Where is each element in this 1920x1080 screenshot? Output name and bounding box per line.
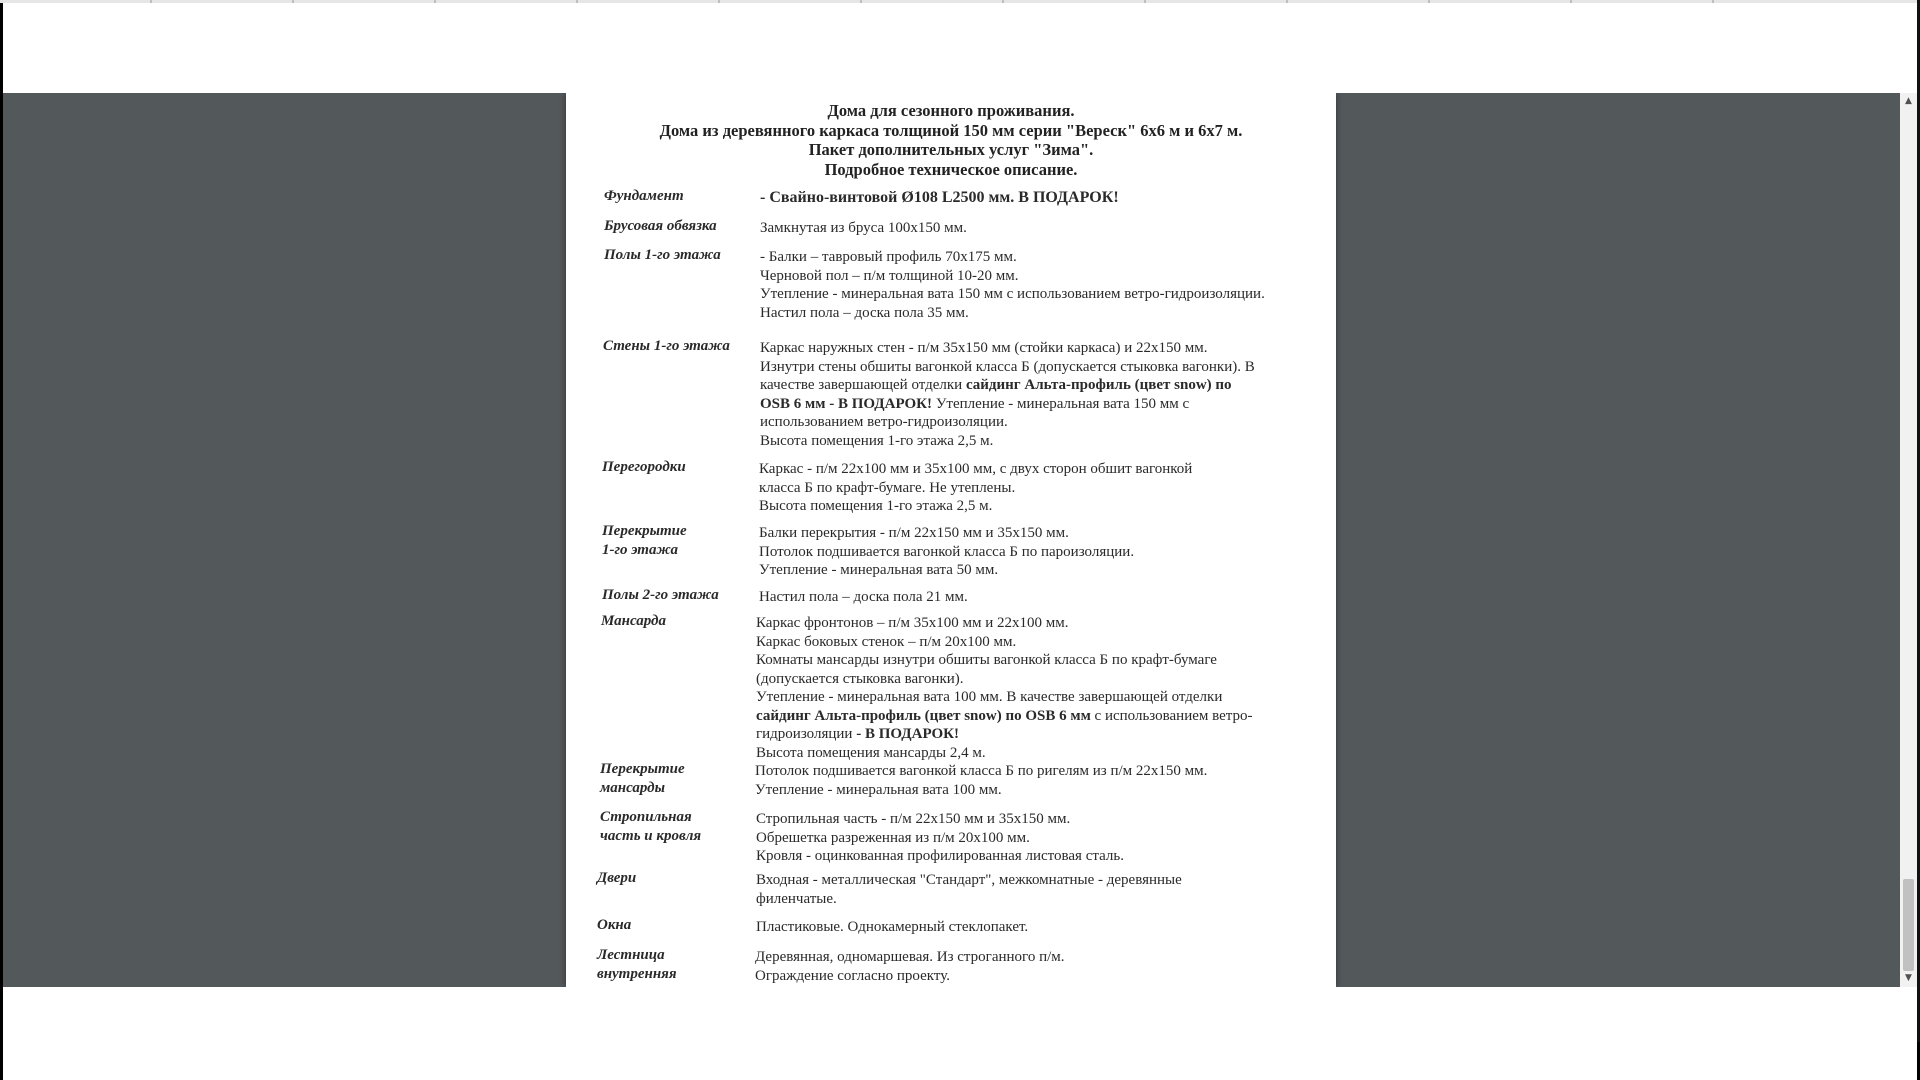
spec-label: Лестница внутренняя: [597, 947, 677, 982]
spec-label: Полы 2-го этажа: [602, 587, 719, 603]
spec-label: Стены 1-го этажа: [603, 338, 730, 354]
spec-value: Каркас наружных стен - п/м 35х150 мм (стойки каркаса) и 22х150 мм. Изнутри стены обшиты вагонкой класса Б (допускается стыковка вагонки). В качестве завершающей отделки сайдинг Альта-профиль (цвет snow) по OSB 6 мм - В ПОДАРОК! Утепление - минеральная вата 150 мм с использованием ветро-гидроизоляции. Высота помещения 1-го этажа 2,5 м.: [760, 340, 1255, 449]
spec-value: Пластиковые. Однокамерный стеклопакет.: [756, 919, 1029, 935]
bottom-bar: [3, 987, 1917, 1042]
spec-label: Полы 1-го этажа: [604, 247, 721, 263]
spec-value: Потолок подшивается вагонкой класса Б по ригелям из п/м 22х150 мм. Утепление - минеральная вата 100 мм.: [755, 763, 1208, 798]
spec-value: Балки перекрытия - п/м 22х150 мм и 35х150 мм. Потолок подшивается вагонкой класса Б по пароизоляции. Утепление - минеральная вата 50 мм.: [759, 525, 1135, 578]
document-page: [566, 93, 1336, 987]
spec-label: Окна: [597, 917, 632, 933]
scroll-thumb[interactable]: [1903, 879, 1914, 971]
spec-value: Деревянная, одномаршевая. Из строганного п/м. Ограждение согласно проекту.: [755, 949, 1065, 984]
spec-value: Входная - металлическая "Стандарт", межкомнатные - деревянные филенчатые.: [756, 872, 1182, 907]
taskbar-area: [0, 1042, 1920, 1080]
spec-value: Каркас - п/м 22х100 мм и 35х100 мм, с двух сторон обшит вагонкой класса Б по крафт-бумаге. Не утеплены. Высота помещения 1-го этажа 2,5 м.: [759, 461, 1193, 514]
spec-value: Стропильная часть - п/м 22х150 мм и 35х150 мм. Обрешетка разреженная из п/м 20х100 мм. Кровля - оцинкованная профилированная листовая сталь.: [756, 811, 1124, 864]
spec-label: Стропильная часть и кровля: [600, 809, 702, 844]
heading-line: Дома из деревянного каркаса толщиной 150 мм серии "Вереск" 6х6 м и 6х7 м.: [659, 120, 1243, 140]
vertical-scrollbar[interactable]: [1900, 93, 1917, 987]
heading-line: Дома для сезонного проживания.: [827, 101, 1075, 120]
spec-value: - Свайно-винтовой Ø108 L2500 мм. В ПОДАРОК!: [760, 189, 1119, 206]
heading-line: Пакет дополнительных услуг "Зима".: [808, 140, 1094, 159]
spec-value: Каркас фронтонов – п/м 35х100 мм и 22х100 мм. Каркас боковых стенок – п/м 20х100 мм. Комнаты мансарды изнутри обшиты вагонкой класса Б по крафт-бумаге (допускается стыковка вагонки). Утепление - минеральная вата 100 мм. В качестве завершающей отделки сайдинг Альта-профиль (цвет snow) по OSB 6 мм с использованием ветро- гидроизоляции - В ПОДАРОК! Высота помещения мансарды 2,4 м.: [756, 615, 1253, 761]
spec-label: Перекрытие мансарды: [600, 761, 685, 796]
spec-label: Перегородки: [602, 459, 686, 475]
scroll-up-icon[interactable]: ▲: [1905, 96, 1912, 106]
document-heading: [566, 101, 1336, 179]
pdf-viewer-area[interactable]: [3, 93, 1900, 987]
spec-label: Брусовая обвязка: [604, 218, 717, 234]
spec-label: Фундамент: [604, 188, 684, 204]
spec-value: Замкнутая из бруса 100х150 мм.: [760, 220, 967, 236]
heading-line: Подробное техническое описание.: [824, 159, 1078, 179]
spec-value: Настил пола – доска пола 21 мм.: [759, 589, 968, 605]
spec-label: Перекрытие 1-го этажа: [602, 523, 687, 558]
scroll-down-icon[interactable]: ▼: [1905, 973, 1912, 983]
spec-label: Мансарда: [601, 613, 666, 629]
viewer-toolbar: [3, 3, 1917, 94]
spec-label: Двери: [597, 870, 637, 886]
spec-value: - Балки – тавровый профиль 70х175 мм. Черновой пол – п/м толщиной 10-20 мм. Утепление - минеральная вата 150 мм с использованием ветро-гидроизоляции. Настил пола – доска пола 35 мм.: [760, 249, 1265, 321]
